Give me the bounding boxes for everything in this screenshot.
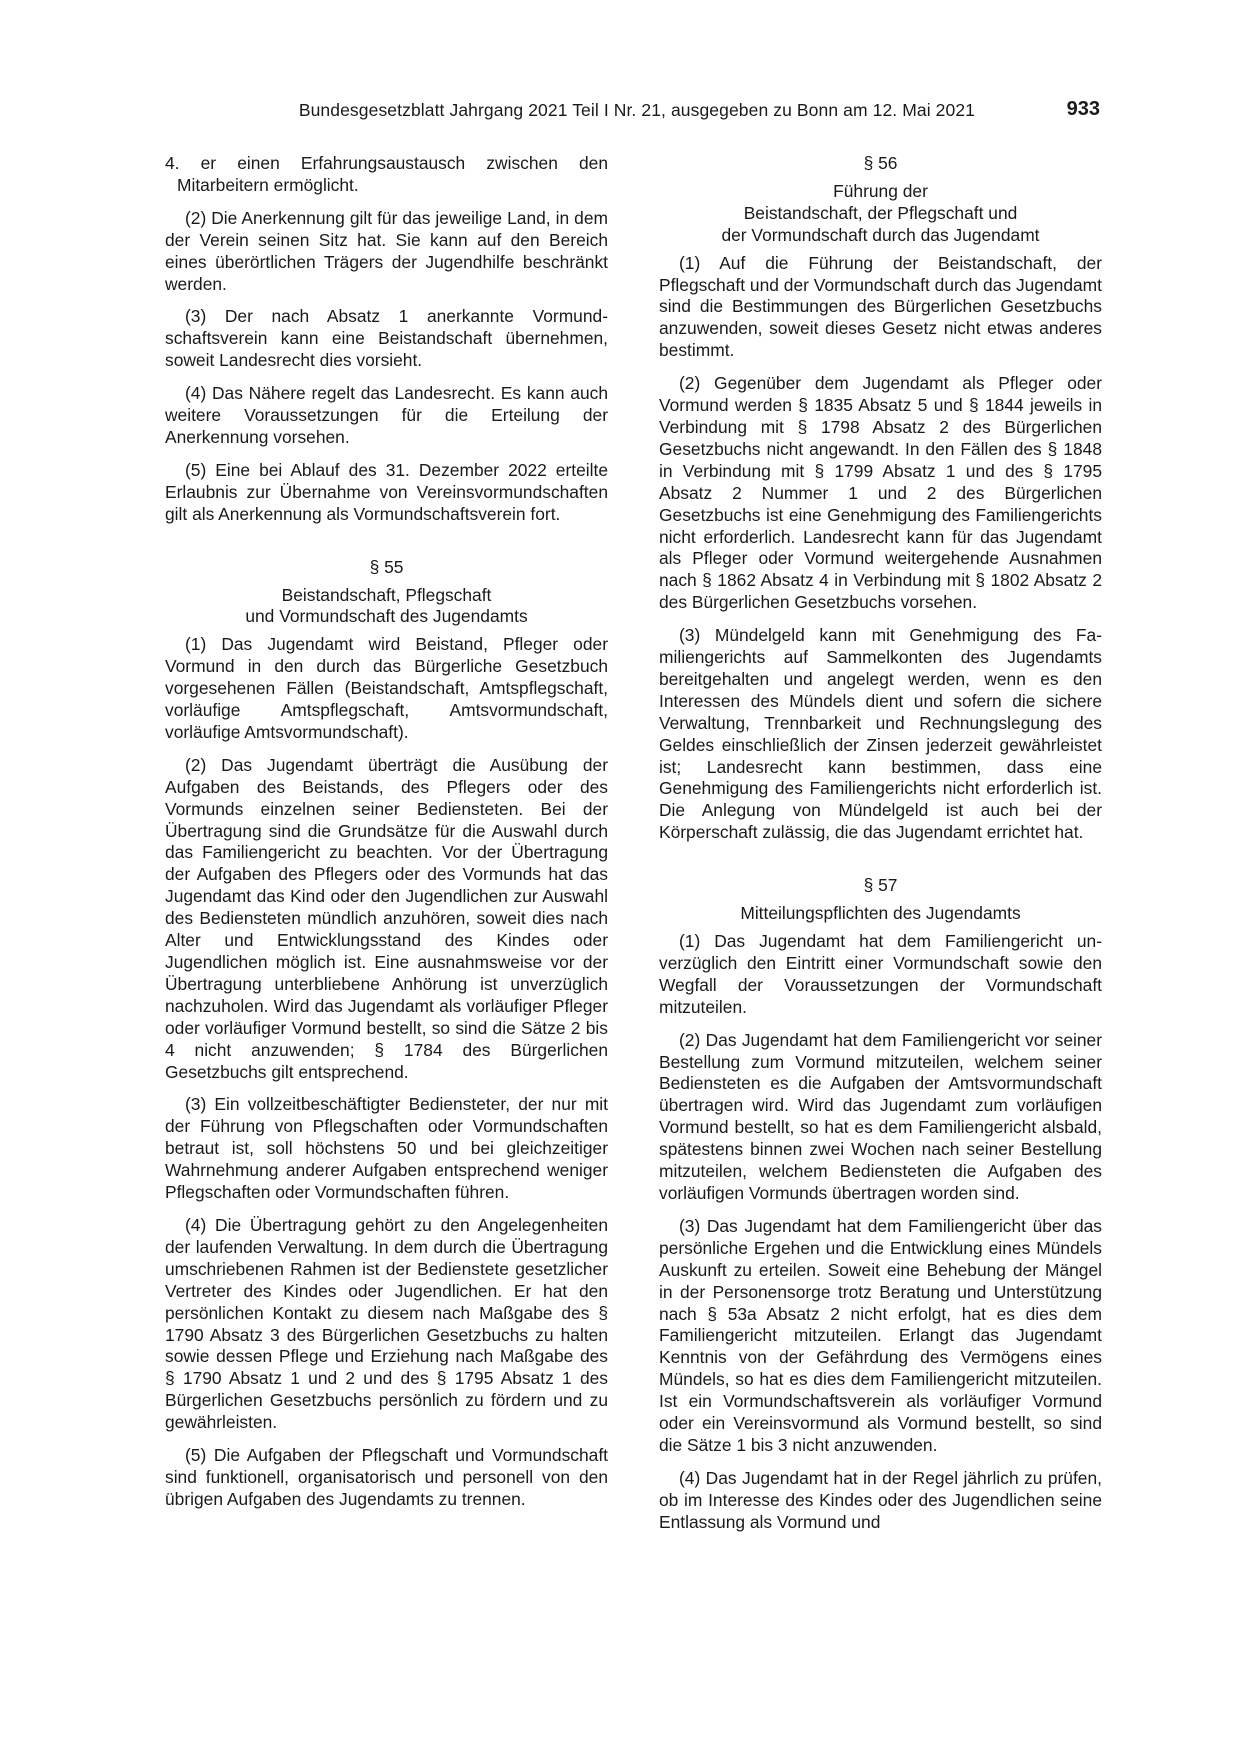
paragraph: (2) Das Jugendamt hat dem Familiengericht vor seiner Bestellung zum Vormund mitzuteilen, welchem seiner Bediensteten es die Aufgaben der Amtsvormundschaft übertragen wird. Wird das Jugendamt zum vorläufigen Vormund bestellt, so hat es dem Familiengericht alsbald, spätestens binnen zwei Wochen nach seiner Bestellung mitzuteilen, welchem Bediensteten die Aufgaben des vorläufigen Vormunds übertragen worden sind. bbox=[659, 1029, 1102, 1203]
section-title-55: Beistandschaft, Pflegschaft und Vormundschaft des Jugendamts bbox=[245, 584, 528, 627]
paragraph: (1) Das Jugendamt wird Beistand, Pfleger oder Vormund in den durch das Bürgerliche Gesetzbuch vorgesehenen Fällen (Beistandschaft, Amtspflegschaft, vorläufige Amtspflegschaft, Amtsvormundschaft, vorläufige Amtsvormundschaft). bbox=[165, 634, 608, 742]
section-number-57: § 57 bbox=[863, 875, 898, 896]
paragraph: (2) Die Anerkennung gilt für das jeweilige Land, in dem der Verein seinen Sitz hat. Sie kann auf den Bereich eines überörtlichen Trägers der Jugendhilfe beschränkt werden. bbox=[165, 207, 608, 294]
left-column bbox=[165, 153, 608, 1522]
right-column bbox=[659, 153, 1102, 1545]
header-title: Bundesgesetzblatt Jahrgang 2021 Teil I Nr. 21, ausgegeben zu Bonn am 12. Mai 2021 bbox=[298, 100, 975, 120]
paragraph: (5) Eine bei Ablauf des 31. Dezember 2022 erteilte Erlaubnis zur Übernahme von Vereinsvormundschaften gilt als Anerkennung als Vormundschaftsverein fort. bbox=[165, 459, 608, 524]
paragraph: (4) Das Nähere regelt das Landesrecht. Es kann auch weitere Voraussetzungen für die Erteilung der Anerkennung vorsehen. bbox=[165, 383, 608, 447]
paragraph: (3) Ein vollzeitbeschäftigter Bediensteter, der nur mit der Führung von Pflegschaften oder Vormundschaften betraut ist, soll höchstens 50 und bei gleichzeitiger Wahrnehmung anderer Aufgaben entsprechend weniger Pflegschaften oder Vormundschaften führen. bbox=[165, 1094, 608, 1203]
section-title-57: Mitteilungspflichten des Jugendamts bbox=[740, 903, 1021, 924]
page-number: 933 bbox=[1066, 98, 1100, 120]
paragraph: (3) Der nach Absatz 1 anerkannte Vormundschaftsverein kann eine Beistandschaft übernehmen, soweit Landesrecht dies vorsieht. bbox=[165, 306, 608, 371]
paragraph: (1) Auf die Führung der Beistandschaft, der Pflegschaft und der Vormundschaft durch das Jugendamt sind die Bestimmungen des Bürgerlichen Gesetzbuchs anzuwenden, soweit dieses Gesetz nicht etwas anderes bestimmt. bbox=[659, 252, 1102, 361]
list-item-4: 4. er einen Erfahrungsaustausch zwischen den Mitarbeitern ermöglicht. bbox=[165, 153, 608, 195]
paragraph: (5) Die Aufgaben der Pflegschaft und Vormundschaft sind funktionell, organisatorisch und personell von den übrigen Aufgaben des Jugendamts zu trennen. bbox=[165, 1445, 608, 1509]
paragraph: (4) Das Jugendamt hat in der Regel jährlich zu prüfen, ob im Interesse des Kindes oder des Jugendlichen seine Entlassung als Vormund und bbox=[659, 1467, 1102, 1532]
paragraph: (2) Gegenüber dem Jugendamt als Pfleger oder Vormund werden § 1835 Absatz 5 und § 1844 jeweils in Verbindung mit § 1798 Absatz 2 des Bürgerlichen Gesetzbuchs nicht angewandt. In den Fällen des § 1848 in Verbindung mit § 1799 Absatz 1 und des § 1795 Absatz 2 Nummer 1 und 2 des Bürgerlichen Gesetzbuchs ist eine Genehmigung des Familiengerichts nicht erforderlich. Landesrecht kann für das Jugendamt als Pfleger oder Vormund weitergehende Ausnahmen nach § 1862 Absatz 4 in Verbindung mit § 1802 Absatz 2 des Bürgerlichen Gesetzbuchs vorsehen. bbox=[659, 373, 1102, 613]
section-title-56: Führung der Beistandschaft, der Pflegschaft und der Vormundschaft durch das Jugendamt bbox=[721, 180, 1040, 245]
page-header bbox=[150, 100, 1100, 126]
section-number-55: § 55 bbox=[369, 556, 404, 577]
paragraph: (4) Die Übertragung gehört zu den Angelegenheiten der laufenden Verwaltung. In dem durch die Übertragung umschriebenen Rahmen ist der Bedienstete gesetzlicher Vertreter des Kindes oder Jugendlichen. Er hat den persönlichen Kontakt zu diesem nach Maßgabe des § 1790 Absatz 3 des Bürgerlichen Gesetzbuchs zu halten sowie dessen Pflege und Erziehung nach Maßgabe des § 1790 Absatz 1 und 2 und des § 1795 Absatz 1 des Bürgerlichen Gesetzbuchs persönlich zu fördern und zu gewährleisten. bbox=[165, 1214, 608, 1433]
paragraph: (3) Mündelgeld kann mit Genehmigung des Familiengerichts auf Sammelkonten des Jugendamts bereitgehalten und angelegt werden, wenn es den Interessen des Mündels dient und sofern die sichere Verwaltung, Trennbarkeit und Rechnungslegung des Geldes einschließlich der Zinsen jederzeit gewährleistet ist; Landesrecht kann bestimmen, dass eine Genehmigung des Familiengerichts nicht erforderlich ist. Die Anlegung von Mündelgeld ist auch bei der Körperschaft zulässig, die das Jugendamt errichtet hat. bbox=[659, 625, 1102, 843]
paragraph: (3) Das Jugendamt hat dem Familiengericht über das persönliche Ergehen und die Entwicklung eines Mündels Auskunft zu erteilen. Soweit eine Behebung der Mängel in der Personensorge trotz Beratung und Unterstützung nach § 53a Absatz 2 nicht erfolgt, hat es dies dem Familiengericht mitzuteilen. Erlangt das Jugendamt Kenntnis von der Gefährdung des Vermögens eines Mündels, so hat es dies dem Familiengericht mitzuteilen. Ist ein Vormundschaftsverein als vorläufiger Vormund oder ein Vereinsvormund als Vormund bestellt, so sind die Sätze 1 bis 3 nicht anzuwenden. bbox=[659, 1215, 1102, 1455]
paragraph: (2) Das Jugendamt überträgt die Ausübung der Aufgaben des Beistands, des Pflegers oder des Vormunds einzelnen seiner Bediensteten. Bei der Übertragung sind die Grundsätze für die Auswahl durch das Familiengericht zu beachten. Vor der Übertragung der Aufgaben des Pflegers oder des Vormunds hat das Jugendamt das Kind oder den Jugendlichen zur Auswahl des Bediensteten mündlich anzuhören, soweit dies nach Alter und Entwicklungsstand des Kindes oder Jugendlichen möglich ist. Eine ausnahmsweise vor der Übertragung unterbliebene Anhörung ist unverzüglich nachzuholen. Wird das Jugendamt als vorläufiger Pfleger oder vorläufiger Vormund bestellt, so sind die Sätze 2 bis 4 nicht anzuwenden; § 1784 des Bürgerlichen Gesetzbuchs gilt entsprechend. bbox=[165, 754, 608, 1082]
section-number-56: § 56 bbox=[863, 153, 898, 173]
paragraph: (1) Das Jugendamt hat dem Familiengericht unverzüglich den Eintritt einer Vormundschaft sowie den Wegfall der Voraussetzungen der Vormundschaft mitzuteilen. bbox=[659, 931, 1102, 1017]
